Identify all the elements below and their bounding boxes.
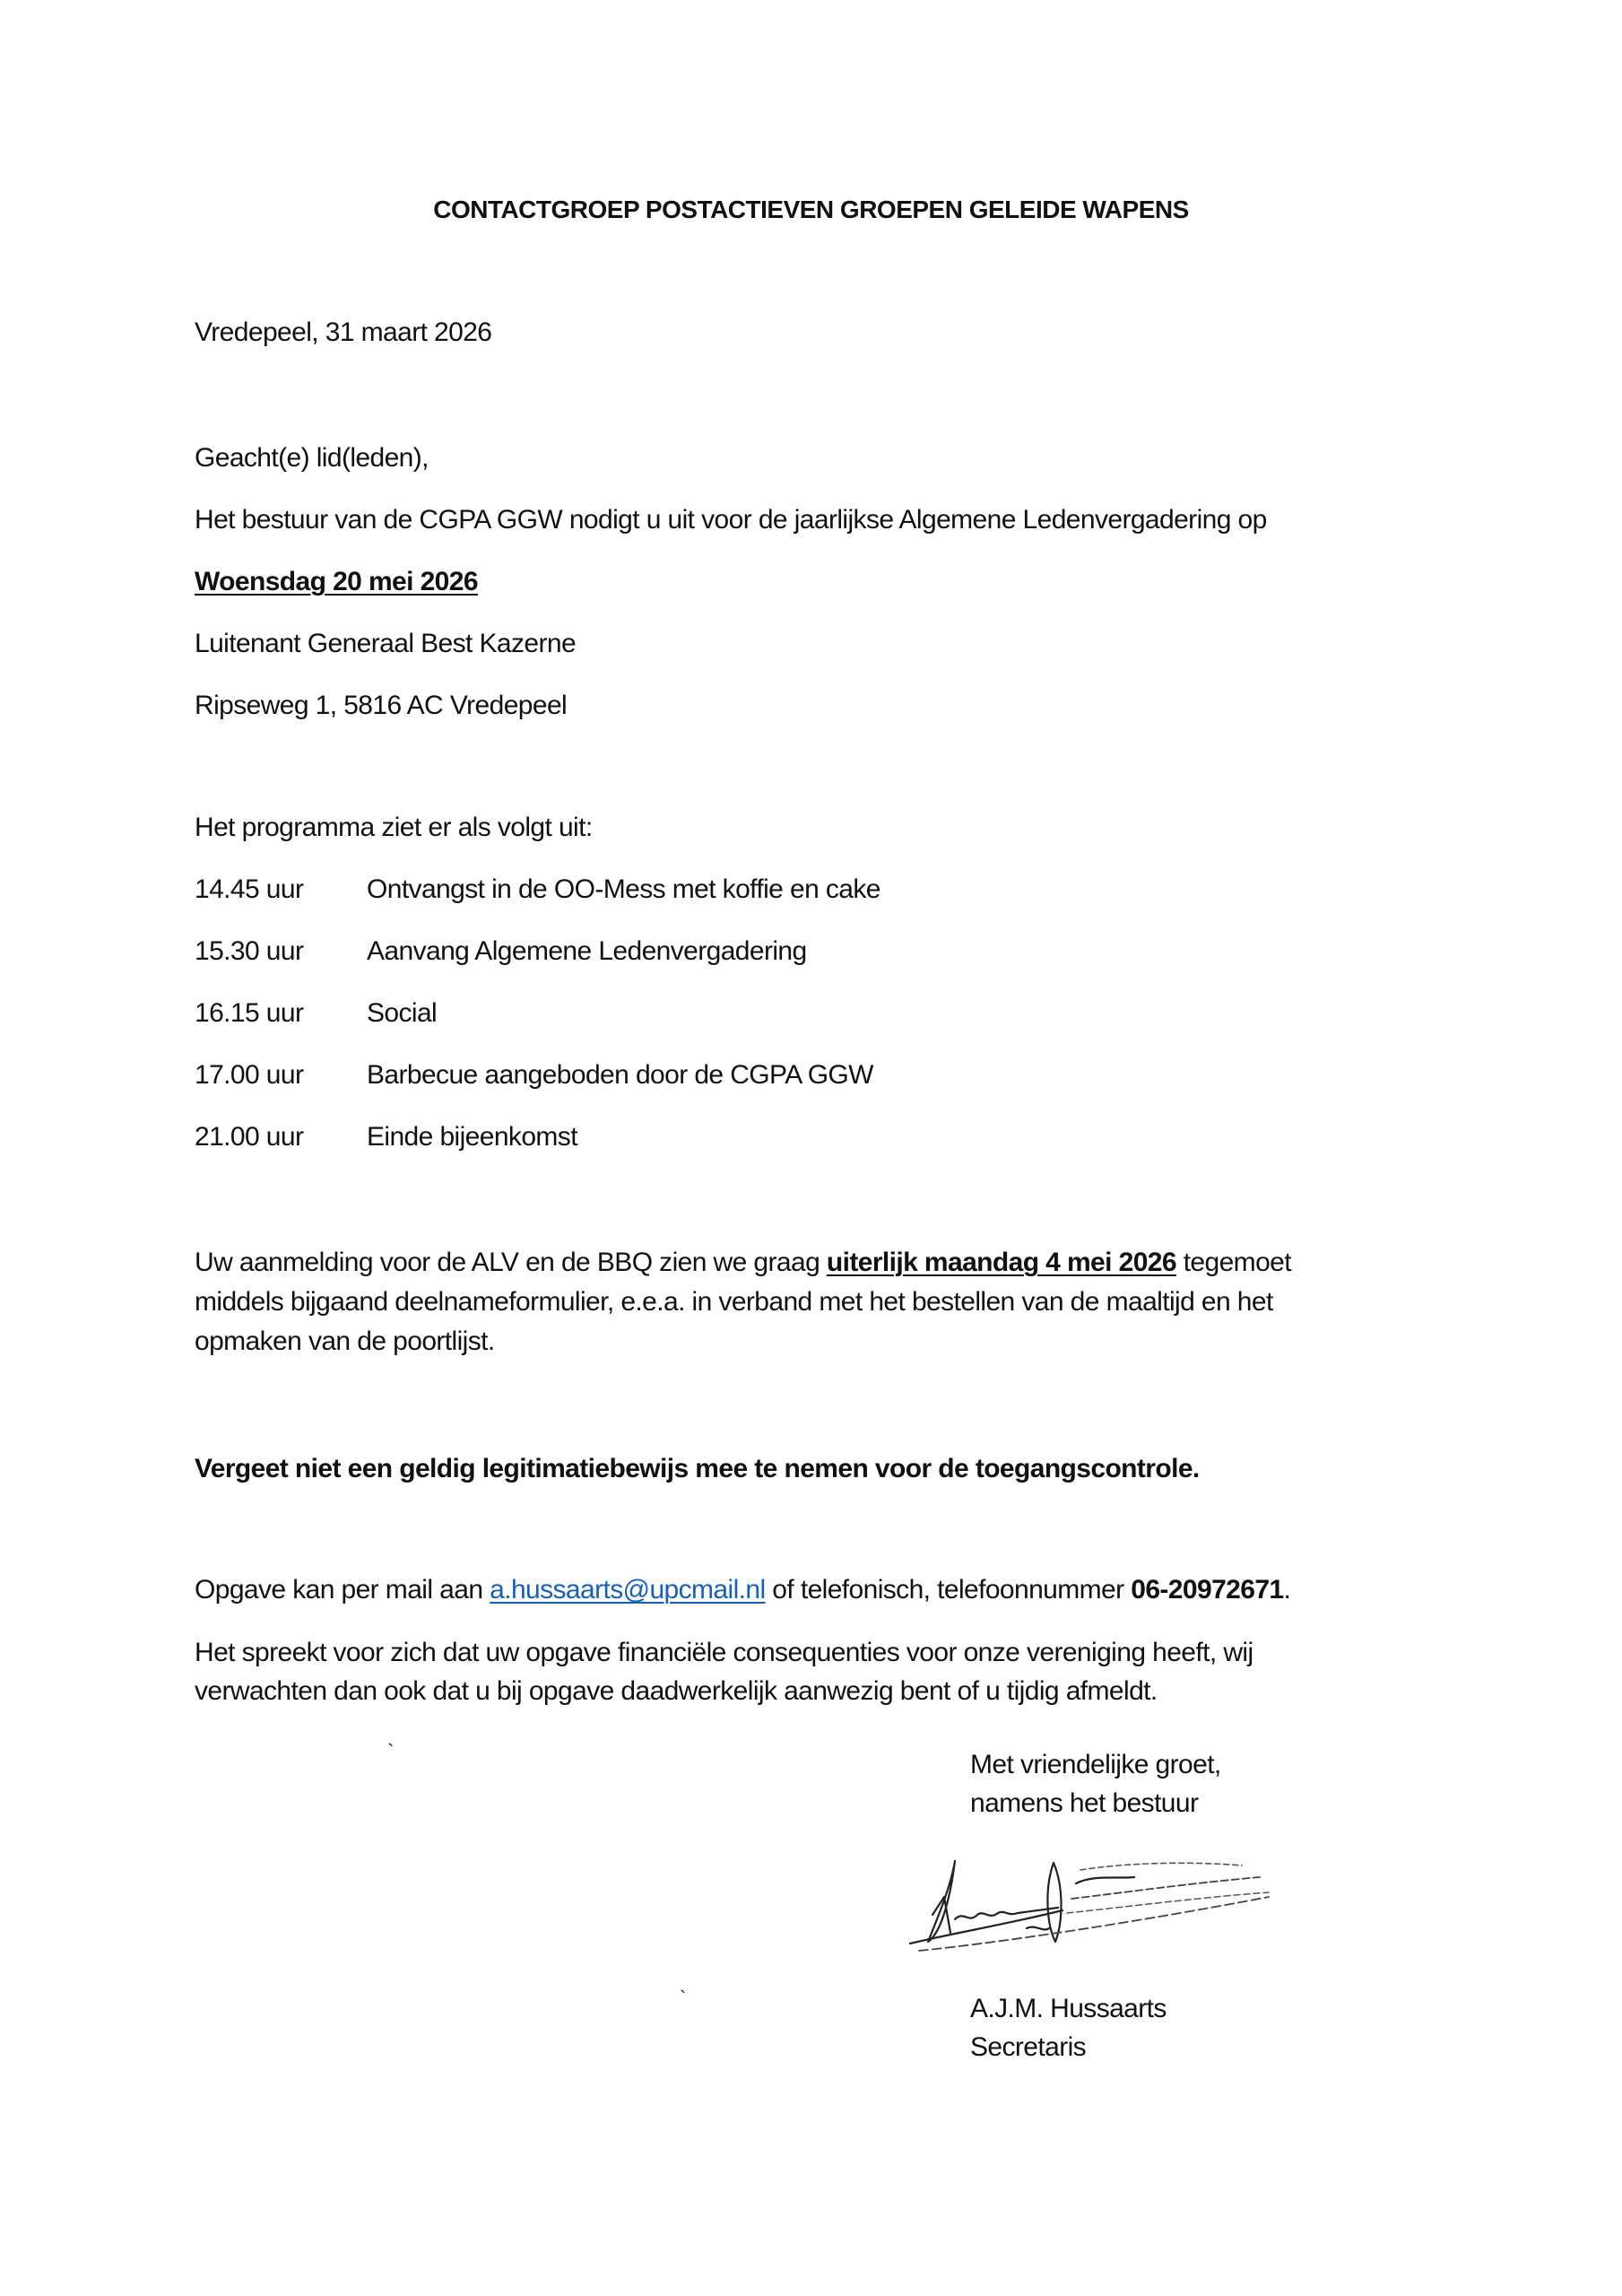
place-date: Vredepeel, 31 maart 2026	[195, 317, 492, 347]
document-title: CONTACTGROEP POSTACTIEVEN GROEPEN GELEIDE WAPENS	[433, 196, 1189, 223]
program-activity: Social	[367, 998, 438, 1028]
event-date: Woensdag 20 mei 2026	[195, 567, 478, 596]
signatory-name: A.J.M. Hussaarts	[970, 1994, 1167, 2023]
venue-address: Ripseweg 1, 5816 AC Vredepeel	[195, 691, 568, 720]
closing-on-behalf: namens het bestuur	[970, 1788, 1199, 1818]
program-activity: Einde bijeenkomst	[367, 1122, 577, 1152]
registration-line-3: opmaken van de poortlijst.	[195, 1326, 495, 1356]
program-time: 16.15 uur	[195, 998, 304, 1028]
notice-line-2: verwachten dan ook dat u bij opgave daadwerkelijk aanwezig bent of u tijdig afmeldt.	[195, 1676, 1158, 1706]
program-time: 14.45 uur	[195, 874, 304, 904]
program-row	[0, 935, 1622, 968]
salutation: Geacht(e) lid(leden),	[195, 443, 429, 473]
registration-text: Uw aanmelding voor de ALV en de BBQ zien we graag	[195, 1248, 827, 1277]
program-row	[0, 997, 1622, 1030]
invitation-text: Het bestuur van de CGPA GGW nodigt u uit voor de jaarlijkse Algemene Ledenvergadering op	[195, 505, 1267, 535]
contact-text: Opgave kan per mail aan	[195, 1575, 490, 1605]
registration-text: tegemoet	[1175, 1248, 1291, 1277]
id-reminder: Vergeet niet een geldig legitimatiebewijs mee te nemen voor de toegangscontrole.	[195, 1454, 1200, 1483]
program-time: 21.00 uur	[195, 1122, 304, 1152]
registration-deadline: uiterlijk maandag 4 mei 2026	[826, 1248, 1176, 1277]
program-row	[0, 1121, 1622, 1153]
program-activity: Ontvangst in de OO-Mess met koffie en cake	[367, 874, 880, 904]
contact-line	[195, 1574, 1290, 1606]
stray-mark: `	[387, 1740, 395, 1762]
contact-text: of telefonisch, telefoonnummer	[765, 1575, 1132, 1605]
program-activity: Barbecue aangeboden door de CGPA GGW	[367, 1060, 873, 1090]
signature-image	[901, 1843, 1278, 1960]
program-time: 15.30 uur	[195, 936, 304, 966]
registration-line-2: middels bijgaand deelnameformulier, e.e.a. in verband met het bestellen van de maaltijd en het	[195, 1287, 1273, 1317]
contact-text: .	[1283, 1575, 1291, 1605]
signatory-role: Secretaris	[970, 2032, 1087, 2062]
closing-greeting: Met vriendelijke groet,	[970, 1750, 1221, 1779]
stray-mark: `	[680, 1987, 687, 2009]
program-time: 17.00 uur	[195, 1060, 304, 1090]
program-activity: Aanvang Algemene Ledenvergadering	[367, 936, 807, 966]
registration-line-1	[195, 1247, 1291, 1279]
program-row	[0, 1059, 1622, 1091]
program-intro: Het programma ziet er als volgt uit:	[195, 813, 593, 842]
venue-name: Luitenant Generaal Best Kazerne	[195, 629, 577, 658]
phone-number: 06-20972671	[1131, 1575, 1284, 1605]
notice-line-1: Het spreekt voor zich dat uw opgave financiële consequenties voor onze vereniging heeft, wij	[195, 1638, 1253, 1667]
program-row	[0, 874, 1622, 906]
email-link[interactable]: a.hussaarts@upcmail.nl	[490, 1575, 766, 1605]
